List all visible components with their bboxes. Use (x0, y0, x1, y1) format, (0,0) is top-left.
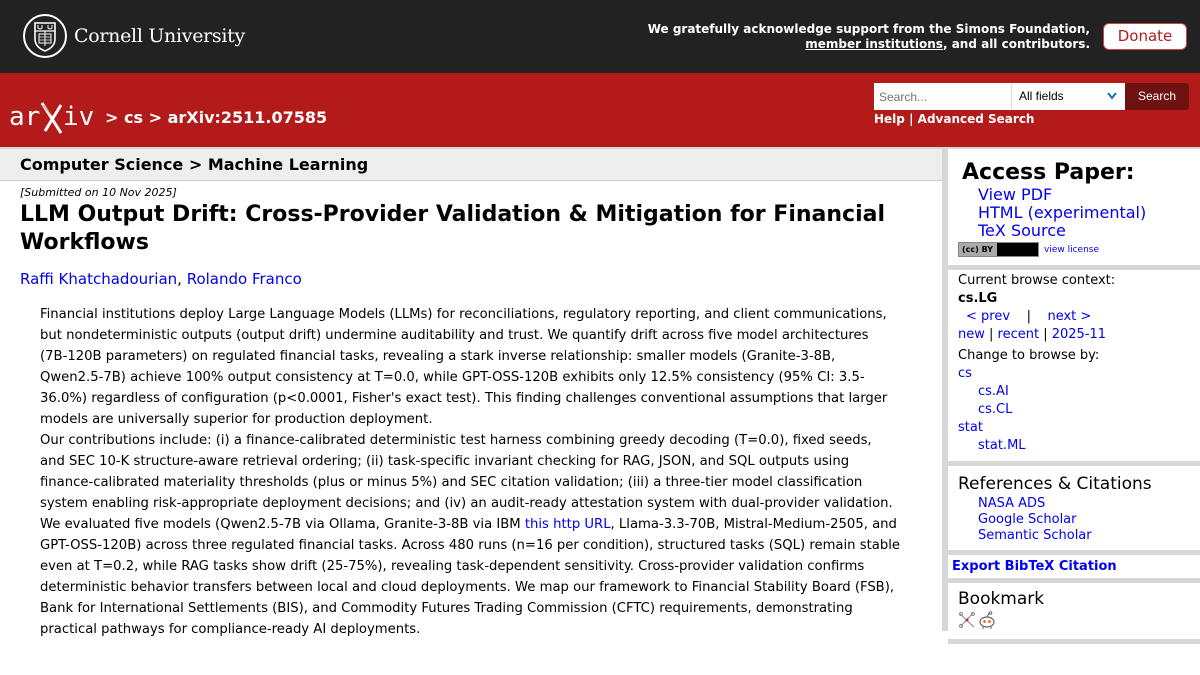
sidebar (948, 151, 1200, 644)
abstract-text: We evaluated five models (Qwen2.5-7B via Ollama, Granite-3-8B via IBM (40, 517, 525, 532)
tex-source-link[interactable]: TeX Source (978, 221, 1066, 240)
abstract-page (0, 149, 942, 640)
search-form (874, 83, 1189, 110)
abstract-paragraph: Financial institutions deploy Large Language Models (LLMs) for reconciliations, regulatory reporting, and client communications, but nondeterministic outputs (output drift) undermine auditability and trust. We quantify drift across five model architectures (7B-120B parameters) on regulated financial tasks, revealing a stark inverse relationship: smaller models (Granite-3-8B, Qwen2.5-7B) achieve 100% output consistency at T=0.0, while GPT-OSS-120B exhibits only 12.5% consistency (95% CI: 3.5-36.0%) regardless of configuration (p<0.0001, Fisher's exact test). This finding challenges conventional assumptions that larger models are universally superior for production deployment. (40, 307, 888, 427)
svg-text:iv: iv (63, 102, 95, 132)
semantic-scholar-link[interactable]: Semantic Scholar (978, 528, 1092, 543)
search-field-select[interactable] (1011, 83, 1125, 110)
cornell-seal-icon (22, 13, 68, 59)
cc-badge-text: (cc) BY (959, 243, 997, 256)
browse-nav (966, 308, 1200, 326)
abstract-paragraph (40, 514, 900, 640)
view-pdf-link[interactable]: View PDF (978, 185, 1053, 204)
recent-link[interactable]: recent (997, 327, 1040, 342)
author-list (20, 270, 942, 288)
change-browse-label: Change to browse by: (958, 348, 1100, 363)
author-separator: , (177, 270, 187, 288)
references-heading: References & Citations (958, 474, 1152, 494)
acknowledgement-text (648, 22, 1090, 52)
cc-by-license-icon[interactable] (958, 242, 1039, 257)
help-link[interactable]: Help (874, 112, 905, 126)
reddit-icon[interactable] (978, 611, 996, 629)
browse-listing-links: new | recent | 2025-11 (958, 327, 1107, 342)
browse-cs-link[interactable]: cs (958, 366, 972, 381)
cornell-university-name: Cornell University (74, 25, 245, 47)
abstract (40, 304, 900, 640)
prev-link[interactable]: < prev (966, 309, 1011, 324)
breadcrumb (105, 108, 327, 127)
next-link[interactable]: next > (1047, 309, 1092, 324)
browse-context-label: Current browse context: (958, 273, 1116, 288)
access-paper-box (948, 151, 1200, 270)
chevron-down-icon (1107, 92, 1117, 100)
browse-context-box (948, 270, 1200, 466)
search-input[interactable] (874, 83, 1011, 110)
ack-line-1: We gratefully acknowledge support from the Simons Foundation, (647, 22, 1090, 36)
donate-button[interactable]: Donate (1103, 23, 1187, 50)
references-box (948, 466, 1200, 555)
breadcrumb-cs-link[interactable]: cs (123, 107, 143, 127)
arxiv-logo-icon[interactable] (9, 97, 101, 137)
breadcrumb-sep: > (148, 107, 162, 127)
nav-separator: | (1026, 309, 1031, 324)
browse-context-value: cs.LG (958, 291, 998, 306)
browse-stat-ml-link[interactable]: stat.ML (978, 438, 1026, 453)
author-link[interactable]: Rolando Franco (186, 270, 302, 288)
advanced-search-link[interactable]: Advanced Search (917, 112, 1035, 126)
author-link[interactable]: Raffi Khatchadourian (20, 270, 178, 288)
subject-breadcrumb: Computer Science > Machine Learning (0, 149, 942, 181)
search-button[interactable]: Search (1125, 83, 1189, 110)
abstract-paragraph: Our contributions include: (i) a finance-calibrated deterministic test harness combining greedy decoding (T=0.0), fixed seeds, and SEC 10-K structure-aware retrieval ordering; (ii) task-specific invariant checking for RAG, JSON, and SQL outputs using finance-calibrated materiality thresholds (plus or minus 5%) and SEC citation validation; (iii) a three-tier model classification system enabling risk-appropriate deployment decisions; and (iv) an audit-ready attestation system with dual-provider validation. (40, 433, 893, 511)
bookmark-box (948, 583, 1200, 644)
month-link[interactable]: 2025-11 (1051, 327, 1107, 342)
google-scholar-link[interactable]: Google Scholar (978, 512, 1077, 527)
access-paper-heading: Access Paper: (962, 160, 1135, 185)
html-experimental-link[interactable]: HTML (experimental) (978, 203, 1147, 222)
license-row (958, 242, 1200, 265)
submission-date: [Submitted on 10 Nov 2025] (20, 186, 177, 199)
export-bibtex-link[interactable]: Export BibTeX Citation (952, 559, 1117, 574)
bibtex-box (948, 555, 1200, 583)
view-license-link[interactable]: view license (1044, 244, 1100, 255)
breadcrumb-paper-id: arXiv:2511.07585 (167, 107, 328, 127)
browse-cs-cl-link[interactable]: cs.CL (978, 402, 1013, 417)
bookmark-heading: Bookmark (958, 589, 1045, 609)
bibsonomy-icon[interactable] (958, 611, 976, 629)
nasa-ads-link[interactable]: NASA ADS (978, 496, 1046, 511)
paper-title: LLM Output Drift: Cross-Provider Validation & Mitigation for Financial Workflows (20, 202, 885, 255)
ack-line-2 (648, 37, 1090, 52)
svg-text:ar: ar (9, 102, 41, 132)
search-links (874, 112, 1034, 126)
cornell-header (0, 0, 1200, 73)
http-url-link[interactable]: this http URL (524, 517, 611, 532)
member-institutions-link[interactable]: member institutions (805, 37, 943, 51)
new-link[interactable]: new (958, 327, 985, 342)
abstract-text: , Llama-3.3-70B, Mistral-Medium-2505, and GPT-OSS-120B) across three regulated financial tasks. Across 480 runs (n=16 per condition), structured tasks (SQL) remain stable even at T=0.2, while RAG tasks show drift (25-75%), revealing task-dependent sensitivity. Cross-provider validation confirms deterministic behavior transfers between local and cloud deployments. We map our framework to Financial Stability Board (FSB), Bank for International Settlements (BIS), and Commodity Futures Trading Commission (CFTC) requirements, demonstrating practical pathways for compliance-ready AI deployments. (40, 517, 900, 637)
breadcrumb-sep: > (105, 107, 119, 127)
ack-suffix: , and all contributors. (942, 37, 1090, 51)
cornell-logo-link[interactable] (22, 13, 245, 59)
search-field-value: All fields (1019, 89, 1064, 103)
arxiv-header (0, 73, 1200, 149)
link-separator: | (909, 112, 914, 126)
browse-cs-ai-link[interactable]: cs.AI (978, 384, 1009, 399)
browse-stat-link[interactable]: stat (958, 420, 983, 435)
